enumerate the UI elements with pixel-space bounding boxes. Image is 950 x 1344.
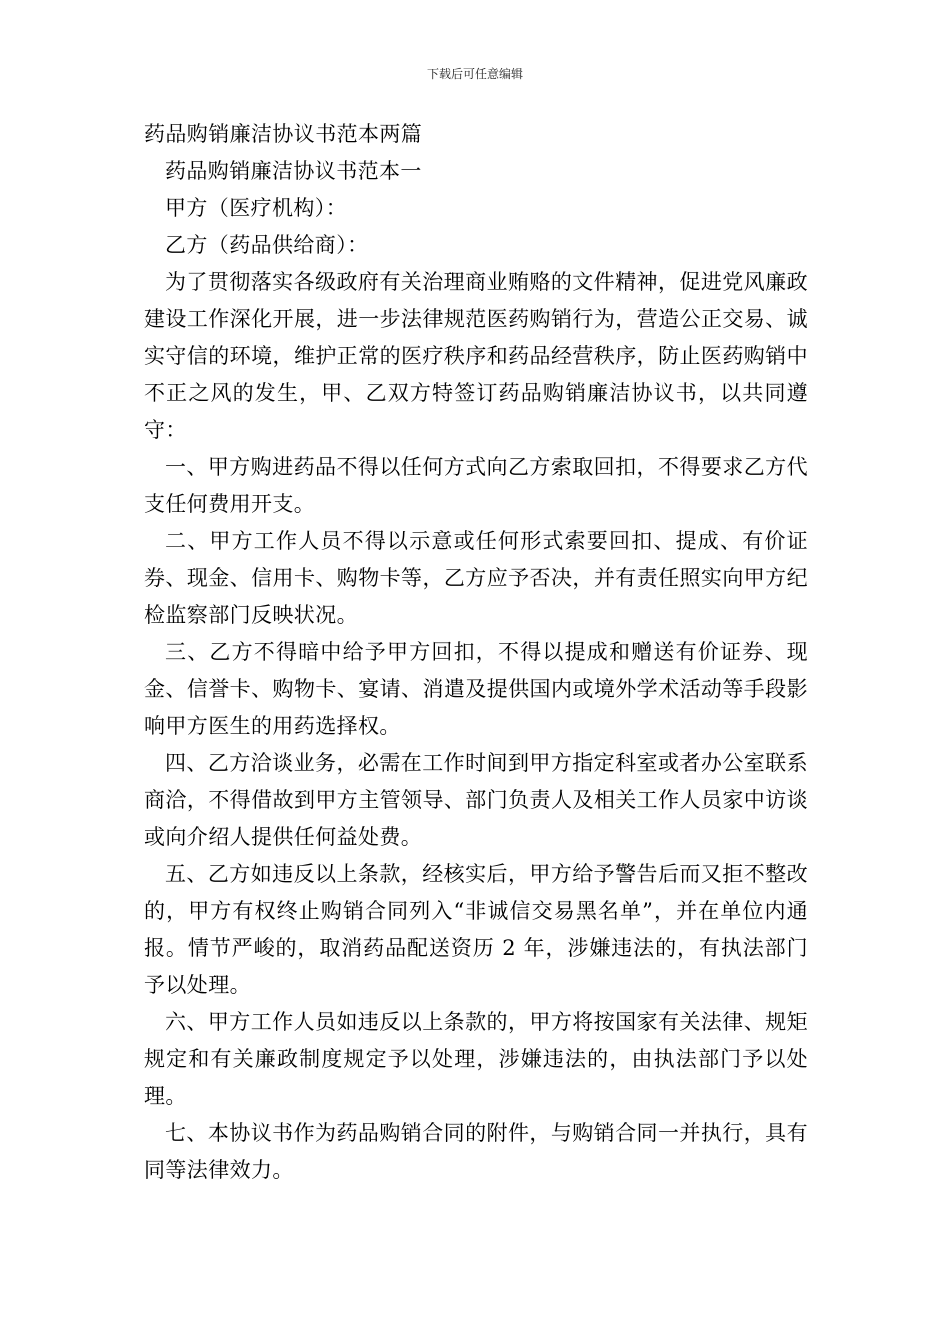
clause-3: 三、乙方不得暗中给予甲方回扣，不得以提成和赠送有价证券、现金、信誉卡、购物卡、宴请、消遣及提供国内或境外学术活动等手段影响甲方医生的用药选择权。 xyxy=(144,640,808,738)
clause-4: 四、乙方洽谈业务，必需在工作时间到甲方指定科室或者办公室联系商洽，不得借故到甲方主管领导、部门负责人及相关工作人员家中访谈或向介绍人提供任何益处费。 xyxy=(144,751,808,849)
document-title: 药品购销廉洁协议书范本两篇 xyxy=(144,122,423,146)
page-header-note: 下载后可任意编辑 xyxy=(426,67,523,81)
clause-7: 七、本协议书作为药品购销合同的附件，与购销合同一并执行，具有同等法律效力。 xyxy=(144,1121,808,1182)
party-b-line: 乙方（药品供给商）： xyxy=(165,233,369,257)
preamble-paragraph: 为了贯彻落实各级政府有关治理商业贿赂的文件精神，促进党风廉政建设工作深化开展，进一步法律规范医药购销行为，营造公正交易、诚实守信的环境，维护正常的医疗秩序和药品经营秩序，防止医药购销中不正之风的发生，甲、乙双方特签订药品购销廉洁协议书，以共同遵守： xyxy=(144,270,808,442)
clause-5: 五、乙方如违反以上条款，经核实后，甲方给予警告后而又拒不整改的，甲方有权终止购销合同列入“非诚信交易黑名单”，并在单位内通报。情节严峻的，取消药品配送资历 2 年，涉嫌违法的，有执法部门予以处理。 xyxy=(144,862,808,997)
party-a-line: 甲方（医疗机构）： xyxy=(165,196,348,220)
clause-6: 六、甲方工作人员如违反以上条款的，甲方将按国家有关法律、规矩规定和有关廉政制度规定予以处理，涉嫌违法的，由执法部门予以处理。 xyxy=(144,1010,808,1108)
document-body xyxy=(144,116,808,1189)
document-subtitle: 药品购销廉洁协议书范本一 xyxy=(165,159,422,183)
clause-2: 二、甲方工作人员不得以示意或任何形式索要回扣、提成、有价证券、现金、信用卡、购物卡等，乙方应予否决，并有责任照实向甲方纪检监察部门反映状况。 xyxy=(144,529,808,627)
clause-1: 一、甲方购进药品不得以任何方式向乙方索取回扣，不得要求乙方代支任何费用开支。 xyxy=(144,455,808,516)
